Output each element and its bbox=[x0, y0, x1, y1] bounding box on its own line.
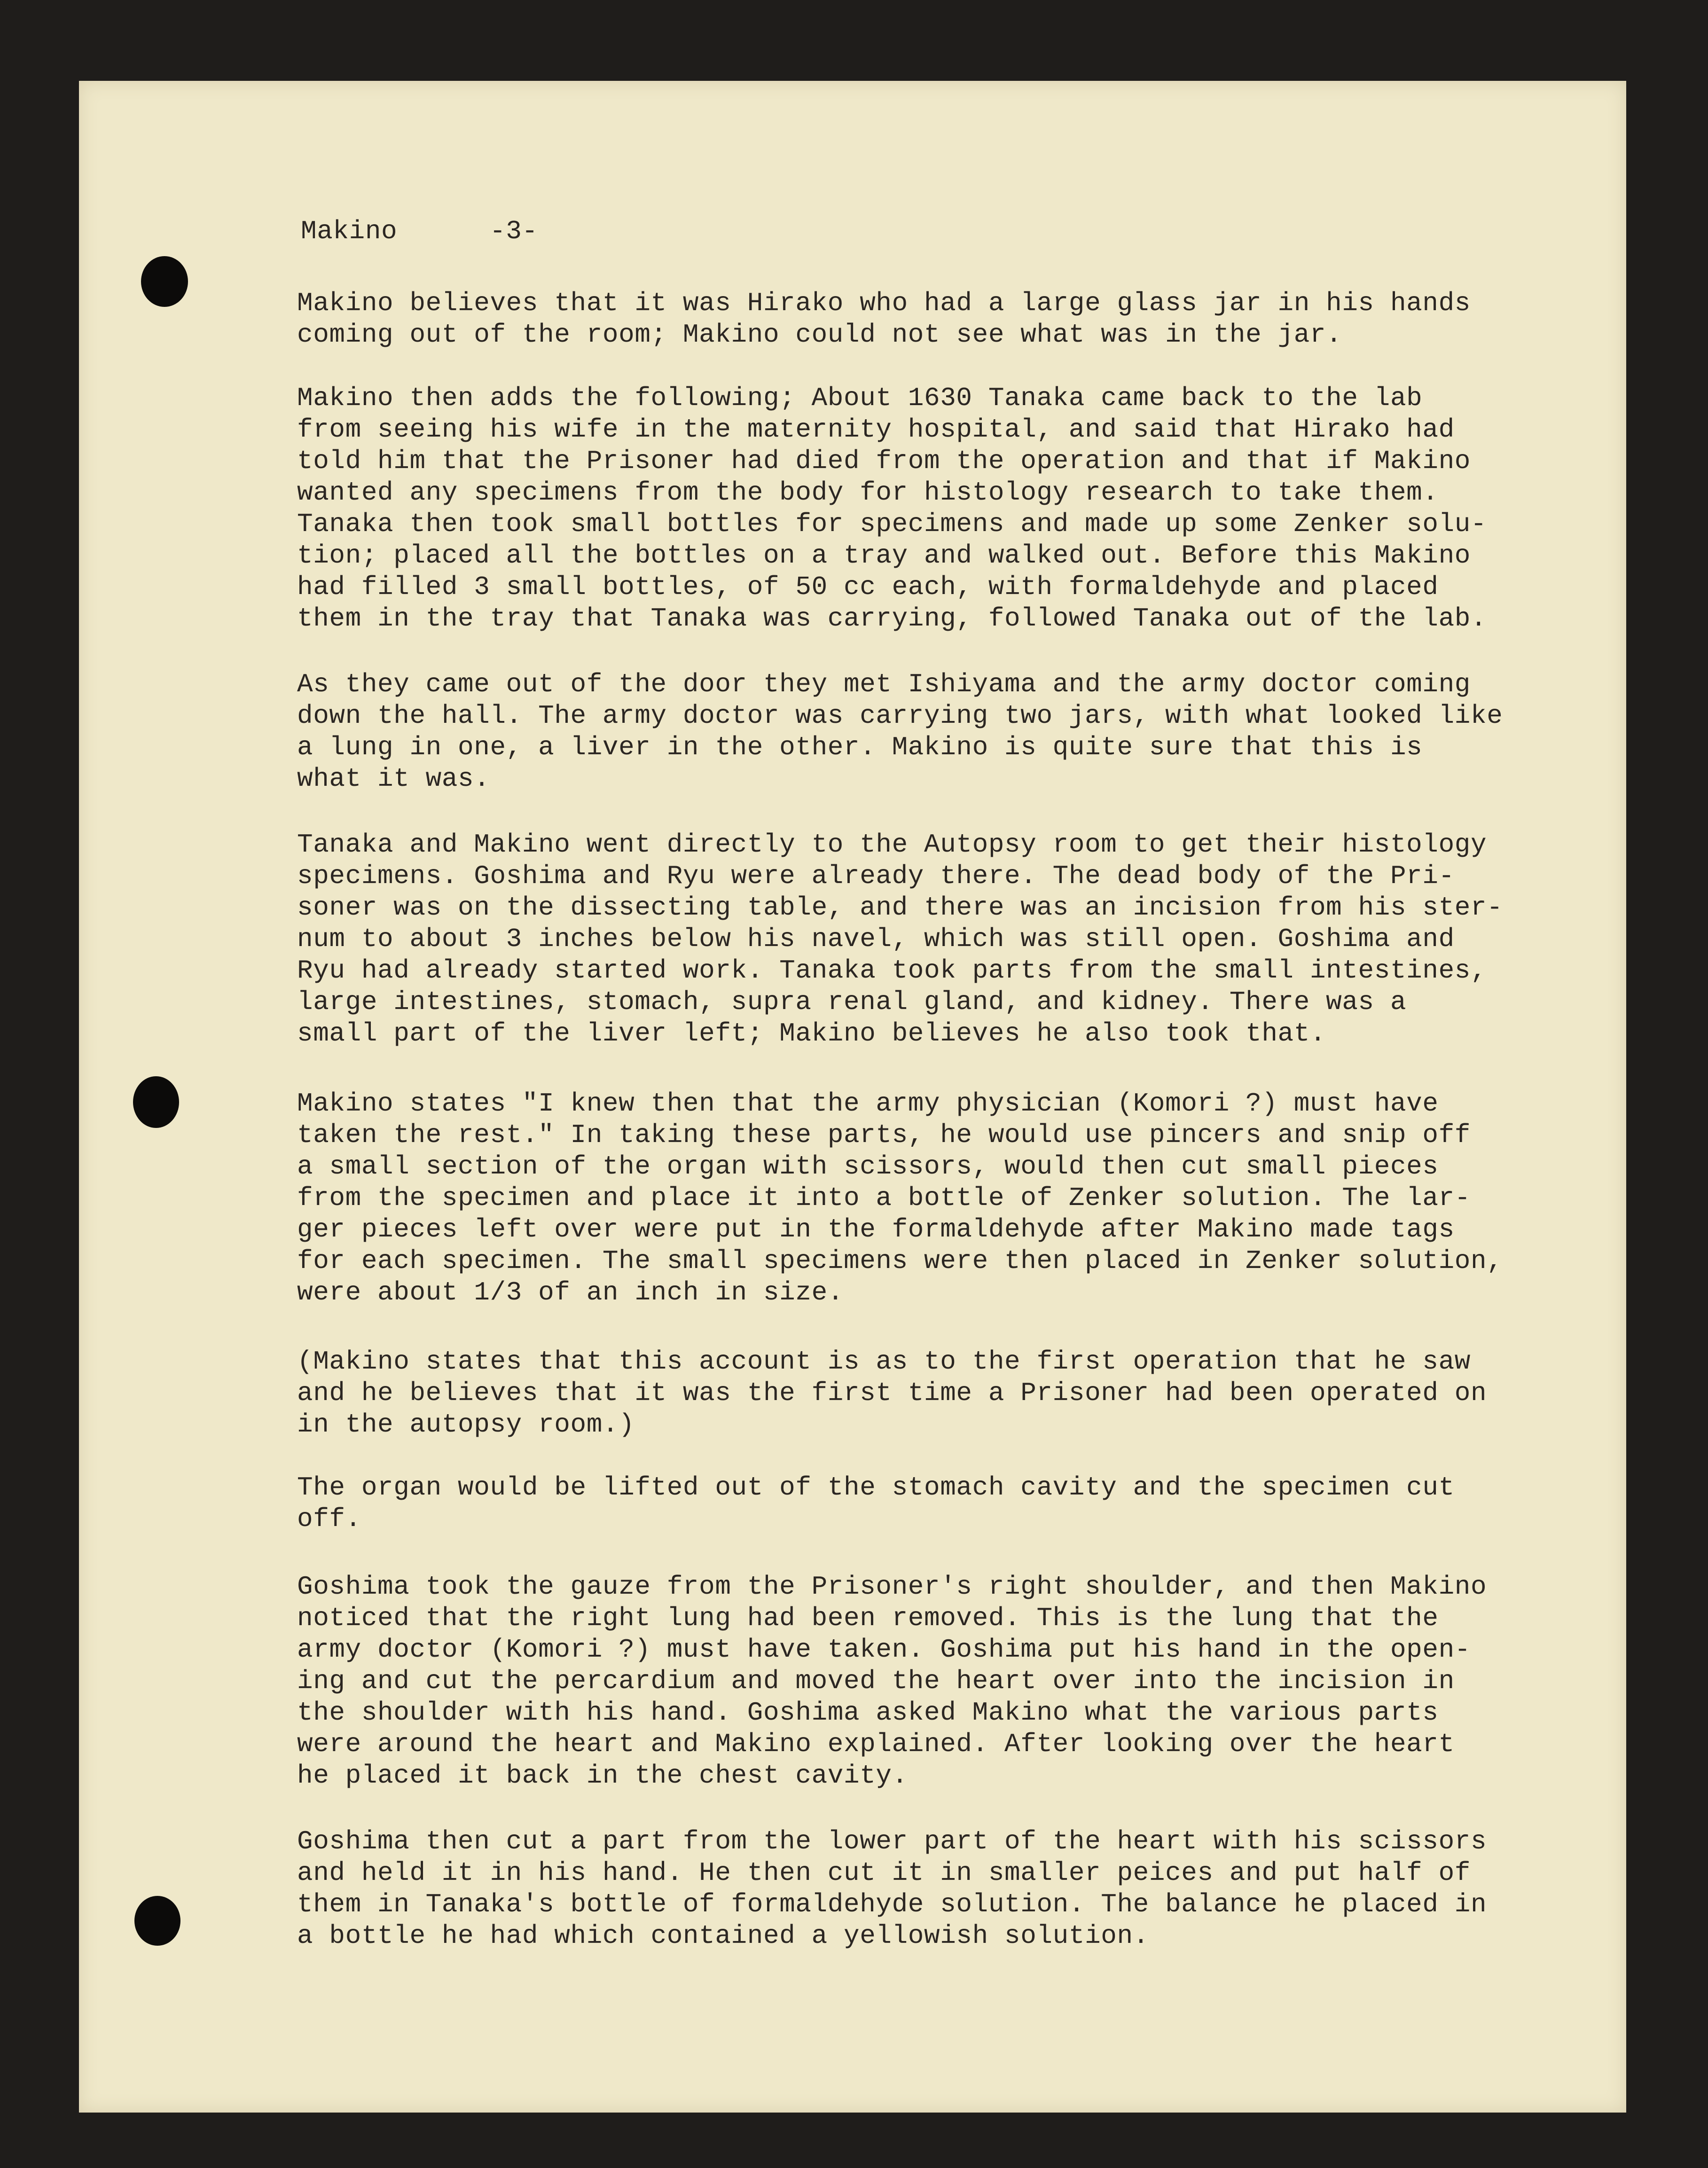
header-name: Makino bbox=[301, 216, 398, 246]
paragraph: Tanaka and Makino went directly to the Autopsy room to get their histology specimens. Goshima and Ryu were already there. The dead body of the Pri- soner was on the dissecting table, and there was an incision from his ster- num to about 3 inches below his navel, which was still open. Goshima and Ryu had already started work. Tanaka took parts from the small intestines, large intestines, stomach, supra renal gland, and kidney. There was a small part of the liver left; Makino believes he also took that. bbox=[297, 830, 1503, 1049]
paragraph: (Makino states that this account is as to the first operation that he saw and he believes that it was the first time a Prisoner had been operated on in the autopsy room.) bbox=[297, 1346, 1487, 1440]
punch-hole bbox=[133, 1076, 179, 1128]
paragraph: Makino states "I knew then that the army physician (Komori ?) must have taken the rest." In taking these parts, he would use pincers and snip off a small section of the organ with scissors, would then cut small pieces from the specimen and place it into a bottle of Zenker solution. The lar- ger pieces left over were put in the formaldehyde after Makino made tags for each specimen. The small specimens were then placed in Zenker solution, were about 1/3 of an inch in size. bbox=[297, 1088, 1503, 1307]
punch-hole bbox=[134, 1896, 180, 1946]
page-number: -3- bbox=[490, 216, 538, 246]
paragraph: Makino then adds the following; About 1630 Tanaka came back to the lab from seeing his wife in the maternity hospital, and said that Hirako had told him that the Prisoner had died from the operation and that if Makino wanted any specimens from the body for histology research to take them. Tanaka then took small bottles for specimens and made up some Zenker solu- tion; placed all the bottles on a tray and walked out. Before this Makino had filled 3 small bottles, of 50 cc each, with formaldehyde and placed them in the tray that Tanaka was carrying, followed Tanaka out of the lab. bbox=[297, 383, 1487, 634]
paragraph: Goshima took the gauze from the Prisoner's right shoulder, and then Makino noticed that the right lung had been removed. This is the lung that the army doctor (Komori ?) must have taken. Goshima put his hand in the open- ing and cut the percardium and moved the heart over into the incision in the shoulder with his hand. Goshima asked Makino what the various parts were around the heart and Makino explained. After looking over the heart he placed it back in the chest cavity. bbox=[297, 1572, 1487, 1791]
punch-hole bbox=[141, 256, 188, 307]
paragraph: As they came out of the door they met Ishiyama and the army doctor coming down the hall. The army doctor was carrying two jars, with what looked like a lung in one, a liver in the other. Makino is quite sure that this is what it was. bbox=[297, 669, 1503, 794]
paragraph: Goshima then cut a part from the lower part of the heart with his scissors and held it in his hand. He then cut it in smaller peices and put half of them in Tanaka's bottle of formaldehyde solution. The balance he placed in a bottle he had which contained a yellowish solution. bbox=[297, 1826, 1487, 1951]
paragraph: Makino believes that it was Hirako who had a large glass jar in his hands coming out of the room; Makino could not see what was in the jar. bbox=[297, 288, 1471, 350]
paragraph: The organ would be lifted out of the stomach cavity and the specimen cut off. bbox=[297, 1472, 1455, 1534]
